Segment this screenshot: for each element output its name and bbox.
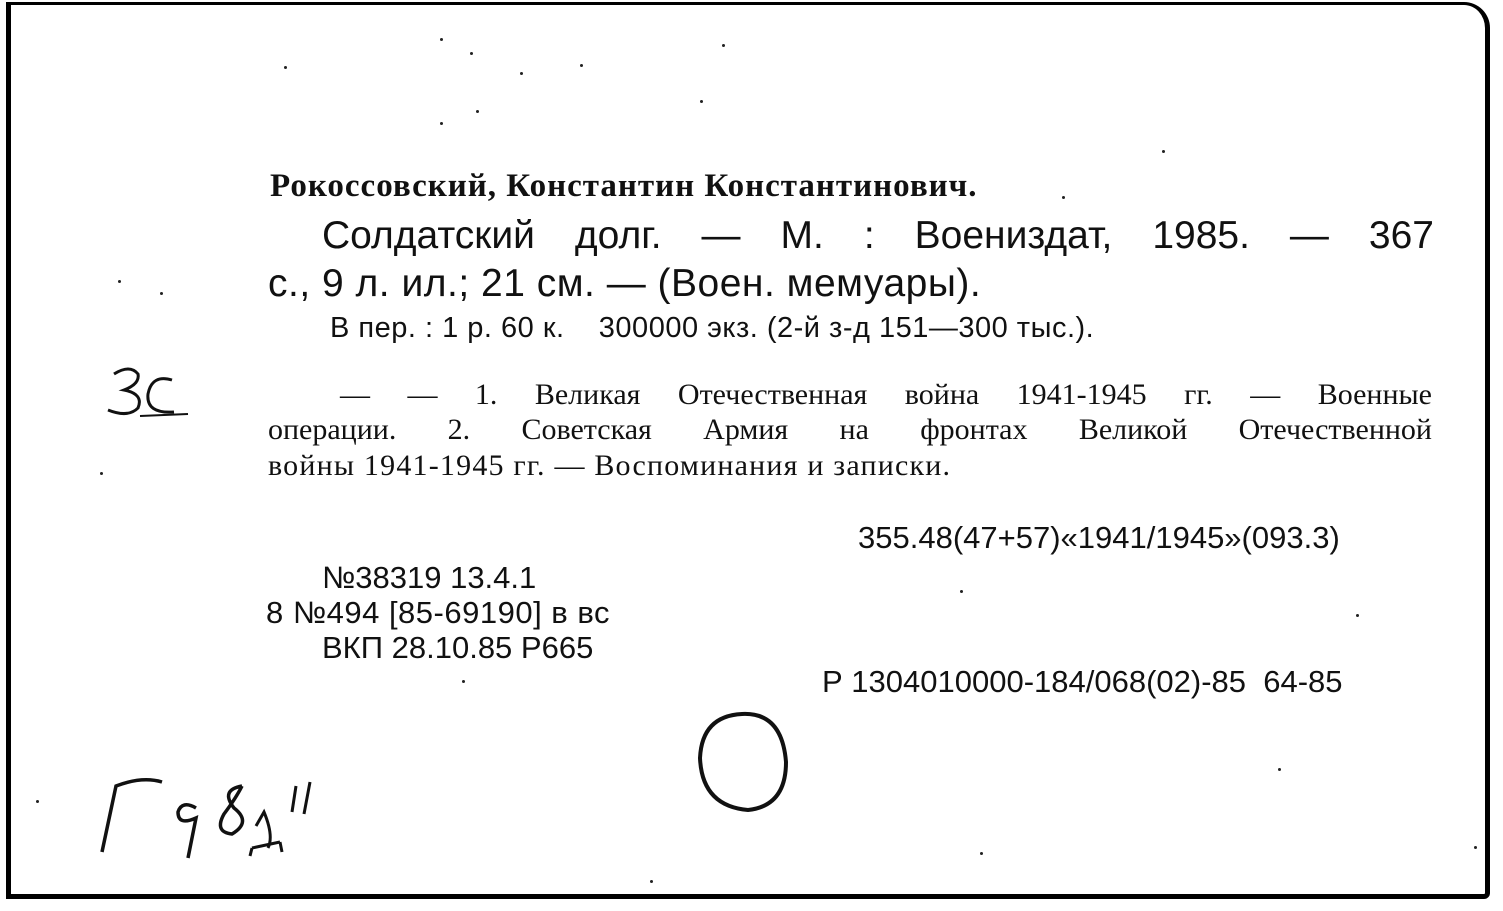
scan-speck <box>1474 846 1477 849</box>
scan-speck <box>160 292 163 295</box>
scan-speck <box>700 100 703 103</box>
scan-speck <box>1278 768 1281 771</box>
scan-speck <box>650 880 653 883</box>
scan-speck <box>36 800 39 803</box>
scan-speck <box>722 44 725 47</box>
order-line-1: №38319 13.4.1 <box>322 560 537 595</box>
subjects-line-1: — — 1. Великая Отечественная война 1941-1945 гг. — Военные <box>340 378 1432 411</box>
handwritten-margin-mark <box>100 360 190 430</box>
title-line-2: с., 9 л. ил.; 21 см. — (Воен. мемуары). <box>268 262 982 305</box>
scan-speck <box>462 680 465 683</box>
scan-speck <box>476 110 479 113</box>
scan-speck <box>1356 614 1359 617</box>
scan-speck <box>520 72 523 75</box>
scan-speck <box>1162 150 1165 153</box>
scan-speck <box>960 590 963 593</box>
order-line-3: ВКП 28.10.85 Р665 <box>322 630 594 665</box>
scan-speck <box>580 64 583 67</box>
title-line-1: Солдатский долг. — М. : Воениздат, 1985. — 367 <box>322 214 1434 257</box>
scan-speck <box>440 122 443 125</box>
scan-speck <box>100 472 103 475</box>
scan-speck <box>1062 196 1065 199</box>
subjects-line-2: операции. 2. Советская Армия на фронтах Великой Отечественной <box>268 413 1432 446</box>
scan-speck <box>118 280 121 283</box>
scan-speck <box>284 66 287 69</box>
price-line: В пер. : 1 р. 60 к. 300000 экз. (2-й з-д 151—300 тыс.). <box>330 312 1095 344</box>
scan-speck <box>470 52 473 55</box>
order-line-2: 8 №494 [85-69190] в вс <box>266 595 610 630</box>
scan-speck <box>980 852 983 855</box>
index-code: Р 1304010000-184/068(02)-85 64-85 <box>822 664 1343 699</box>
udc-code: 355.48(47+57)«1941/1945»(093.3) <box>858 520 1340 555</box>
subjects-line-3: войны 1941-1945 гг. — Воспоминания и записки. <box>268 449 952 482</box>
handwritten-shelf-mark <box>92 752 342 872</box>
punch-circle <box>694 706 794 816</box>
scan-speck <box>440 38 443 41</box>
author-heading: Рокоссовский, Константин Константинович. <box>270 168 978 204</box>
